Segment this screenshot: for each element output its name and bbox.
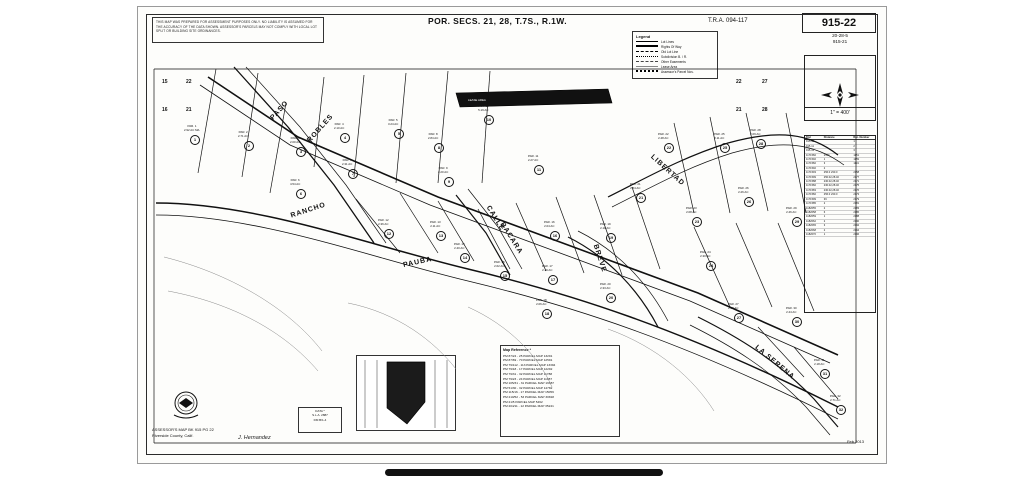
map-reference-line: PM 79/112 - 113 PARCEL MAP 13394 <box>503 362 556 367</box>
parcel-number-badge[interactable]: 5 <box>394 129 404 139</box>
table-cell: 2188 <box>853 215 860 219</box>
legend-item-label: Lease Area <box>661 65 678 69</box>
parcel-number-badge[interactable]: 10 <box>484 115 494 125</box>
parcel-label-line: 2.09 AC <box>750 131 761 136</box>
parcel-label-line: 2.54 AC <box>630 185 641 190</box>
parcel-label-line: PAR. 23 <box>686 206 697 210</box>
table-cell: 2 <box>823 206 826 210</box>
map-reference-line: PM 87/69 - 70 PARCEL MAP 12591 <box>503 358 553 363</box>
street-name-label: ROBLES <box>306 113 335 144</box>
section-number-label: 21 <box>736 107 742 113</box>
parcel-label[interactable] <box>700 251 711 258</box>
parcel-label[interactable] <box>750 129 761 136</box>
apn-sub-line1: 20-28-5 <box>832 33 848 38</box>
table-cell: 1189 <box>853 158 859 162</box>
data-box-line3: DM B/1-4 <box>313 417 327 422</box>
parcel-number-badge[interactable]: 31 <box>820 369 830 379</box>
table-cell: 1 <box>823 232 826 236</box>
table-cell: 1191 <box>853 162 859 166</box>
table-cell: 256.0 230.0 <box>823 193 838 197</box>
table-cell: 2186 <box>853 210 860 214</box>
table-cell: 2173 <box>853 193 860 197</box>
parcel-label[interactable] <box>454 243 465 250</box>
assessor-map-sheet[interactable] <box>137 6 887 464</box>
street-name-label: LA SERENA <box>753 344 796 381</box>
parcel-label-line: PAR. 20 <box>600 282 611 286</box>
parcel-label-line: 2.27 AC <box>528 157 539 162</box>
table-cell: 1182058 <box>806 210 816 214</box>
data-box-line1: DATA * <box>315 409 325 413</box>
col-distance: Distance <box>823 136 835 139</box>
disclaimer-note: THIS MAP WAS PREPARED FOR ASSESSMENT PURPOSES ONLY. NO LIABILITY IS ASSUMED FOR THE ACCURACY OF THE DATA SHOWN. ASSESSOR'S PARCELS MAY NOT COMPLY WITH LOCAL LOT SPLIT OR BUILDING SITE ORDINANCES. <box>152 17 324 43</box>
left-whitespace <box>0 0 137 489</box>
apn-book-page: 915-22 <box>802 13 876 33</box>
parcel-label[interactable] <box>536 299 547 306</box>
legend-item-label: Other Easements <box>661 60 686 64</box>
parcel-label-line: 2.71 AC <box>238 133 249 138</box>
parcel-label[interactable] <box>600 223 611 230</box>
street-name-label: PASO <box>269 99 291 122</box>
table-cell: 2183 <box>853 206 860 210</box>
parcel-label-line: PAR. 5 <box>388 118 398 122</box>
parcel-label[interactable] <box>290 179 300 186</box>
parcel-label[interactable] <box>494 261 505 268</box>
parcel-label-line: 2.62 AC <box>494 263 505 268</box>
parcel-number-badge[interactable]: 6 <box>296 189 306 199</box>
parcel-label[interactable] <box>830 395 841 402</box>
parcel-number-badge[interactable]: 23 <box>692 217 702 227</box>
parcel-label-line: 3.24 AC <box>388 121 399 126</box>
parcel-number-badge[interactable]: 26 <box>744 197 754 207</box>
parcel-label[interactable] <box>786 307 797 314</box>
table-cell: 2181 <box>853 202 860 206</box>
parcel-number-badge[interactable]: 18 <box>542 309 552 319</box>
table-cell: 2 <box>823 228 826 232</box>
parcel-number-badge[interactable]: 32 <box>836 405 846 415</box>
col-dist: Dist <box>806 136 811 139</box>
parcel-label-line: PAR. 10 <box>478 104 489 108</box>
parcel-label[interactable] <box>630 183 641 190</box>
table-cell: 256.0 230.0 <box>823 171 838 175</box>
parcel-label-line: 2.18 AC <box>600 225 611 230</box>
table-cell: 1182065 <box>806 224 816 228</box>
table-cell: 2177 <box>853 175 860 179</box>
table-cell: 1171588 <box>806 180 816 184</box>
street-name-label: BACARA <box>498 221 524 256</box>
parcel-label-line: PAR. 21 <box>630 182 641 186</box>
street-name-label: PAUBA <box>402 256 433 269</box>
parcel-label-line: PAR. 31 <box>814 358 825 362</box>
parcel-label-line: 2.30 AC <box>700 253 711 258</box>
section-number-label: 27 <box>762 79 768 85</box>
parcel-number-badge[interactable]: 29 <box>792 217 802 227</box>
parcel-label-line: 2.04 AC <box>544 223 555 228</box>
parcel-number-badge[interactable]: 22 <box>664 143 674 153</box>
section-number-label: 28 <box>762 107 768 113</box>
parcel-number-badge[interactable]: 27 <box>734 313 744 323</box>
table-cell: 1171592 <box>806 166 816 170</box>
table-cell: 1171582 <box>806 162 816 166</box>
map-reference-line: PM 204/11 - 12 PARCEL MAP 35241 <box>503 404 554 409</box>
street-name-label: CALLE <box>484 204 506 233</box>
table-cell: 39 <box>823 197 827 201</box>
table-cell: 3 <box>853 149 855 153</box>
parcel-number-badge[interactable]: 30 <box>792 317 802 327</box>
parcel-label[interactable] <box>600 283 611 290</box>
section-number-label: 22 <box>736 79 742 85</box>
table-cell: 1 <box>823 158 826 162</box>
parcel-label[interactable] <box>686 207 697 214</box>
horizontal-scrollbar[interactable] <box>385 469 663 476</box>
parcel-label[interactable] <box>428 133 438 140</box>
parcel-label-line: PAR. 7 <box>342 158 352 162</box>
parcel-label-line: 2.44 AC <box>786 309 797 314</box>
parcel-number-badge[interactable]: 7 <box>348 169 358 179</box>
table-cell: 1171593 <box>806 171 816 175</box>
street-name-label: BREVE <box>591 243 608 274</box>
parcel-number-badge[interactable]: 4 <box>340 133 350 143</box>
street-name-label: LIBERTAD <box>649 153 686 188</box>
parcel-label-line: 2.26 AC <box>738 189 749 194</box>
apn-sub-line2: 915-21 <box>832 39 848 44</box>
parcel-label[interactable] <box>542 265 553 272</box>
parcel-label-line: PAR. 14 <box>454 242 465 246</box>
section-number-label: 21 <box>186 107 192 113</box>
parcel-label-line: 2.48 AC <box>658 135 669 140</box>
table-cell: 1171599 <box>806 175 816 179</box>
parcel-label-line: PAR. 15 <box>494 260 505 264</box>
table-cell: 2 <box>853 144 855 148</box>
parcel-label-line: 2.00 AC <box>290 139 301 144</box>
parcel-number-badge[interactable]: 25 <box>720 143 730 153</box>
parcel-label[interactable] <box>238 131 248 138</box>
map-reference-line: PM 21/5 PARCEL MAP 5462 <box>503 399 543 404</box>
parcel-label[interactable] <box>528 155 538 162</box>
parcel-label-line: 2.46 AC <box>786 209 797 214</box>
revision-date: Feb 2013 <box>847 439 864 444</box>
parcel-label[interactable] <box>184 125 200 132</box>
legend-title: Legend <box>636 34 651 39</box>
legend-item-label: Old Lot Line <box>661 50 679 54</box>
parcel-label-line: PAR. 24 <box>700 250 711 254</box>
section-number-label: 16 <box>162 107 168 113</box>
parcel-label[interactable] <box>342 159 352 166</box>
table-cell: 2 <box>823 166 826 170</box>
table-cell: 6 <box>823 210 826 214</box>
table-cell: 1171599 <box>806 197 816 201</box>
table-cell: 1182059 <box>806 215 816 219</box>
table-cell: 2 <box>823 219 826 223</box>
footer-subtitle: Riverside County, Calif. <box>152 432 194 438</box>
table-cell: 915-10 <box>806 140 815 144</box>
table-cell: 1171583 <box>806 188 816 192</box>
col-rec-number: Rec. Number <box>853 136 870 139</box>
map-references-title: Map Reference * <box>503 348 531 352</box>
table-cell: 1182055 <box>806 206 816 210</box>
parcel-label-line: PAR. 19 <box>600 222 611 226</box>
table-cell: 1171592 <box>806 158 816 162</box>
table-cell: 2192 <box>853 224 860 228</box>
parcel-number-badge[interactable]: 20 <box>606 293 616 303</box>
table-cell: 230.02,28.40 <box>823 188 839 192</box>
parcel-number-badge[interactable]: 28 <box>756 139 766 149</box>
parcel-number-badge[interactable]: 24 <box>706 261 716 271</box>
parcel-label[interactable] <box>658 133 669 140</box>
map-reference-line: PM 79/23 - 24 PARCEL MAP 11987 <box>503 376 553 381</box>
parcel-number-badge[interactable]: 8 <box>434 143 444 153</box>
parcel-label-line: PAR. 28 <box>750 128 761 132</box>
parcel-label-line: PAR. 8 <box>428 132 438 136</box>
lease-area-label: LEASE AREA <box>468 98 486 102</box>
parcel-label-line: 2.33 AC <box>600 285 611 290</box>
map-reference-line: PM 51/30 - 32 PARCEL MAP 14782 <box>503 385 553 390</box>
parcel-label-line: 5.19 AC <box>478 107 489 112</box>
parcel-label[interactable] <box>378 219 389 226</box>
parcel-number-badge[interactable]: 1 <box>190 135 200 145</box>
parcel-label-line: PAR. 9 <box>438 166 448 170</box>
table-cell: 2176 <box>853 188 860 192</box>
parcel-label-line: 2.08 AC <box>686 209 697 214</box>
tra-label: T.R.A. 094-117 <box>708 18 748 24</box>
table-cell: 1 <box>823 215 826 219</box>
parcel-label[interactable] <box>438 167 448 174</box>
table-cell: 2171 <box>853 180 860 184</box>
parcel-label[interactable] <box>544 221 555 228</box>
table-cell: 1181 <box>853 153 859 157</box>
parcel-label[interactable] <box>814 359 825 366</box>
parcel-label-line: PAR. 13 <box>430 220 441 224</box>
legend-item-label: Lot Lines <box>661 40 674 44</box>
legend-item-label: Assessor's Parcel Nos. <box>661 70 694 74</box>
parcel-number-badge[interactable]: 21 <box>636 193 646 203</box>
parcel-label-line: PAR. 26 <box>738 186 749 190</box>
parcel-label[interactable] <box>388 119 398 126</box>
section-number-label: 22 <box>186 79 192 85</box>
footer-title: ASSESSOR'S MAP BK 915 PG 22 <box>152 427 214 432</box>
table-cell: 1171582 <box>806 153 816 157</box>
table-cell: 2158 <box>853 171 860 175</box>
parcel-label-line: 2.92 AC M/L <box>184 127 200 132</box>
table-cell: 2179 <box>853 197 860 201</box>
parcel-label[interactable] <box>728 303 739 310</box>
parcel-label-line: 2.37 AC <box>728 305 739 310</box>
table-cell: 230.02,28.40 <box>823 180 839 184</box>
parcel-number-badge[interactable]: 12 <box>384 229 394 239</box>
parcel-label-line: 2.36 AC <box>378 221 389 226</box>
map-scale: 1" = 400' <box>805 107 875 116</box>
map-reference-line: PM 105/31 - 31 PARCEL MAP 19687 <box>503 381 555 386</box>
parcel-label-line: 2.11 AC <box>714 135 725 140</box>
parcel-label-line: PAR. 4 <box>334 122 344 126</box>
parcel-number-badge[interactable]: 9 <box>444 177 454 187</box>
parcel-number-badge[interactable]: 19 <box>606 233 616 243</box>
parcel-number-badge[interactable]: 14 <box>460 253 470 263</box>
parcel-label-line: 4.54 AC <box>290 181 301 186</box>
parcel-label-line: PAR. 12 <box>378 218 389 222</box>
parcel-label[interactable] <box>478 105 489 112</box>
parcel-label[interactable] <box>738 187 749 194</box>
table-cell: 1182068 <box>806 228 816 232</box>
parcel-number-badge[interactable]: 2 <box>244 141 254 151</box>
table-cell: 915-11 <box>806 144 814 148</box>
map-reference-line: PM 115/16 - 17 PARCEL MAP 15059 <box>503 390 554 395</box>
right-whitespace <box>887 0 1024 489</box>
map-reference-line: PM 79/18 - 17 PARCEL MAP 12292 <box>503 367 553 372</box>
map-reference-line: PM 210/52 - 53 PARCEL MAP 30818 <box>503 394 555 399</box>
parcel-label-line: PAR. 32 <box>830 394 841 398</box>
table-cell: 1171582 <box>806 184 816 188</box>
parcel-label-line: 2.06 AC <box>536 301 547 306</box>
street-name-label: RANCHO <box>289 201 327 220</box>
map-reference-line: PM 87/24 - 25 PARCEL MAP 13291 <box>503 353 553 358</box>
parcel-label-line: PAR. 22 <box>658 132 669 136</box>
parcel-label-line: PAR. 17 <box>542 264 553 268</box>
table-cell: 230.02,28.40 <box>823 184 839 188</box>
table-cell: 1171585 <box>806 202 816 206</box>
parcel-number-badge[interactable]: 16 <box>550 231 560 241</box>
table-cell: 2 <box>823 202 826 206</box>
legend-item-label: Rights Of Way <box>661 45 682 49</box>
table-cell: 250.02,28.40 <box>823 175 839 179</box>
parcel-label-line: 2.20 AC <box>438 169 449 174</box>
parcel-label-line: 2.11 AC <box>430 223 441 228</box>
section-number-label: 15 <box>162 79 168 85</box>
table-cell: 3 <box>823 224 826 228</box>
table-cell: 2175 <box>853 184 860 188</box>
parcel-label-line: 2.40 AC <box>454 245 465 250</box>
parcel-label-line: PAR. 2 <box>238 130 248 134</box>
parcel-label-line: 2.71 AC <box>830 397 841 402</box>
parcel-label-line: PAR. 6 <box>290 178 300 182</box>
parcel-label[interactable] <box>334 123 344 130</box>
table-cell: 2194 <box>853 228 860 232</box>
parcel-label-line: PAR. 29 <box>786 206 797 210</box>
parcel-label-line: 2.31 AC <box>342 161 353 166</box>
parcel-number-badge[interactable]: 17 <box>548 275 558 285</box>
parcel-label-line: 2.84 AC <box>428 135 439 140</box>
parcel-number-badge[interactable]: 11 <box>534 165 544 175</box>
table-cell: 2196 <box>853 232 860 236</box>
parcel-label-line: PAR. 27 <box>728 302 739 306</box>
data-box-line2: S.L.A. 2887 <box>312 413 328 418</box>
parcel-number-badge[interactable]: 15 <box>500 271 510 281</box>
table-cell: 1182062 <box>806 219 816 223</box>
parcel-label[interactable] <box>786 207 797 214</box>
parcel-label-line: 2.19 AC <box>542 267 553 272</box>
parcel-label-line: PAR. 1 <box>187 124 197 128</box>
table-cell: 2190 <box>853 219 860 223</box>
table-cell: 2556 <box>823 153 830 157</box>
parcel-label-line: PAR. 3 <box>290 136 300 140</box>
parcel-label[interactable] <box>430 221 441 228</box>
table-cell: 915-12 <box>806 149 815 153</box>
parcel-label[interactable] <box>290 137 300 144</box>
parcel-label-line: PAR. 16 <box>544 220 555 224</box>
parcel-label-line: PAR. 25 <box>714 132 725 136</box>
table-cell: 1171582 <box>806 193 816 197</box>
table-cell: 1 <box>853 140 855 144</box>
parcel-label-line: PAR. 30 <box>786 306 797 310</box>
legend-item-label: Subdivision B. / R. <box>661 55 688 59</box>
parcel-label-line: 2.18 AC <box>814 361 825 366</box>
parcel-label-line: PAR. 11 <box>528 154 539 158</box>
parcel-label-line: 2.10 AC <box>334 125 345 130</box>
map-reference-line: PM 79/31 - 32 PARCEL MAP 11788 <box>503 371 553 376</box>
parcel-label[interactable] <box>714 133 725 140</box>
page-title: POR. SECS. 21, 28, T.7S., R.1W. <box>428 16 568 26</box>
drafter-signature: J. Hernandez <box>238 435 271 441</box>
parcel-label-line: PAR. 18 <box>536 298 547 302</box>
table-cell: 3 <box>823 162 826 166</box>
table-cell: 1182070 <box>806 232 816 236</box>
parcel-number-badge[interactable]: 3 <box>296 147 306 157</box>
parcel-number-badge[interactable]: 13 <box>436 231 446 241</box>
